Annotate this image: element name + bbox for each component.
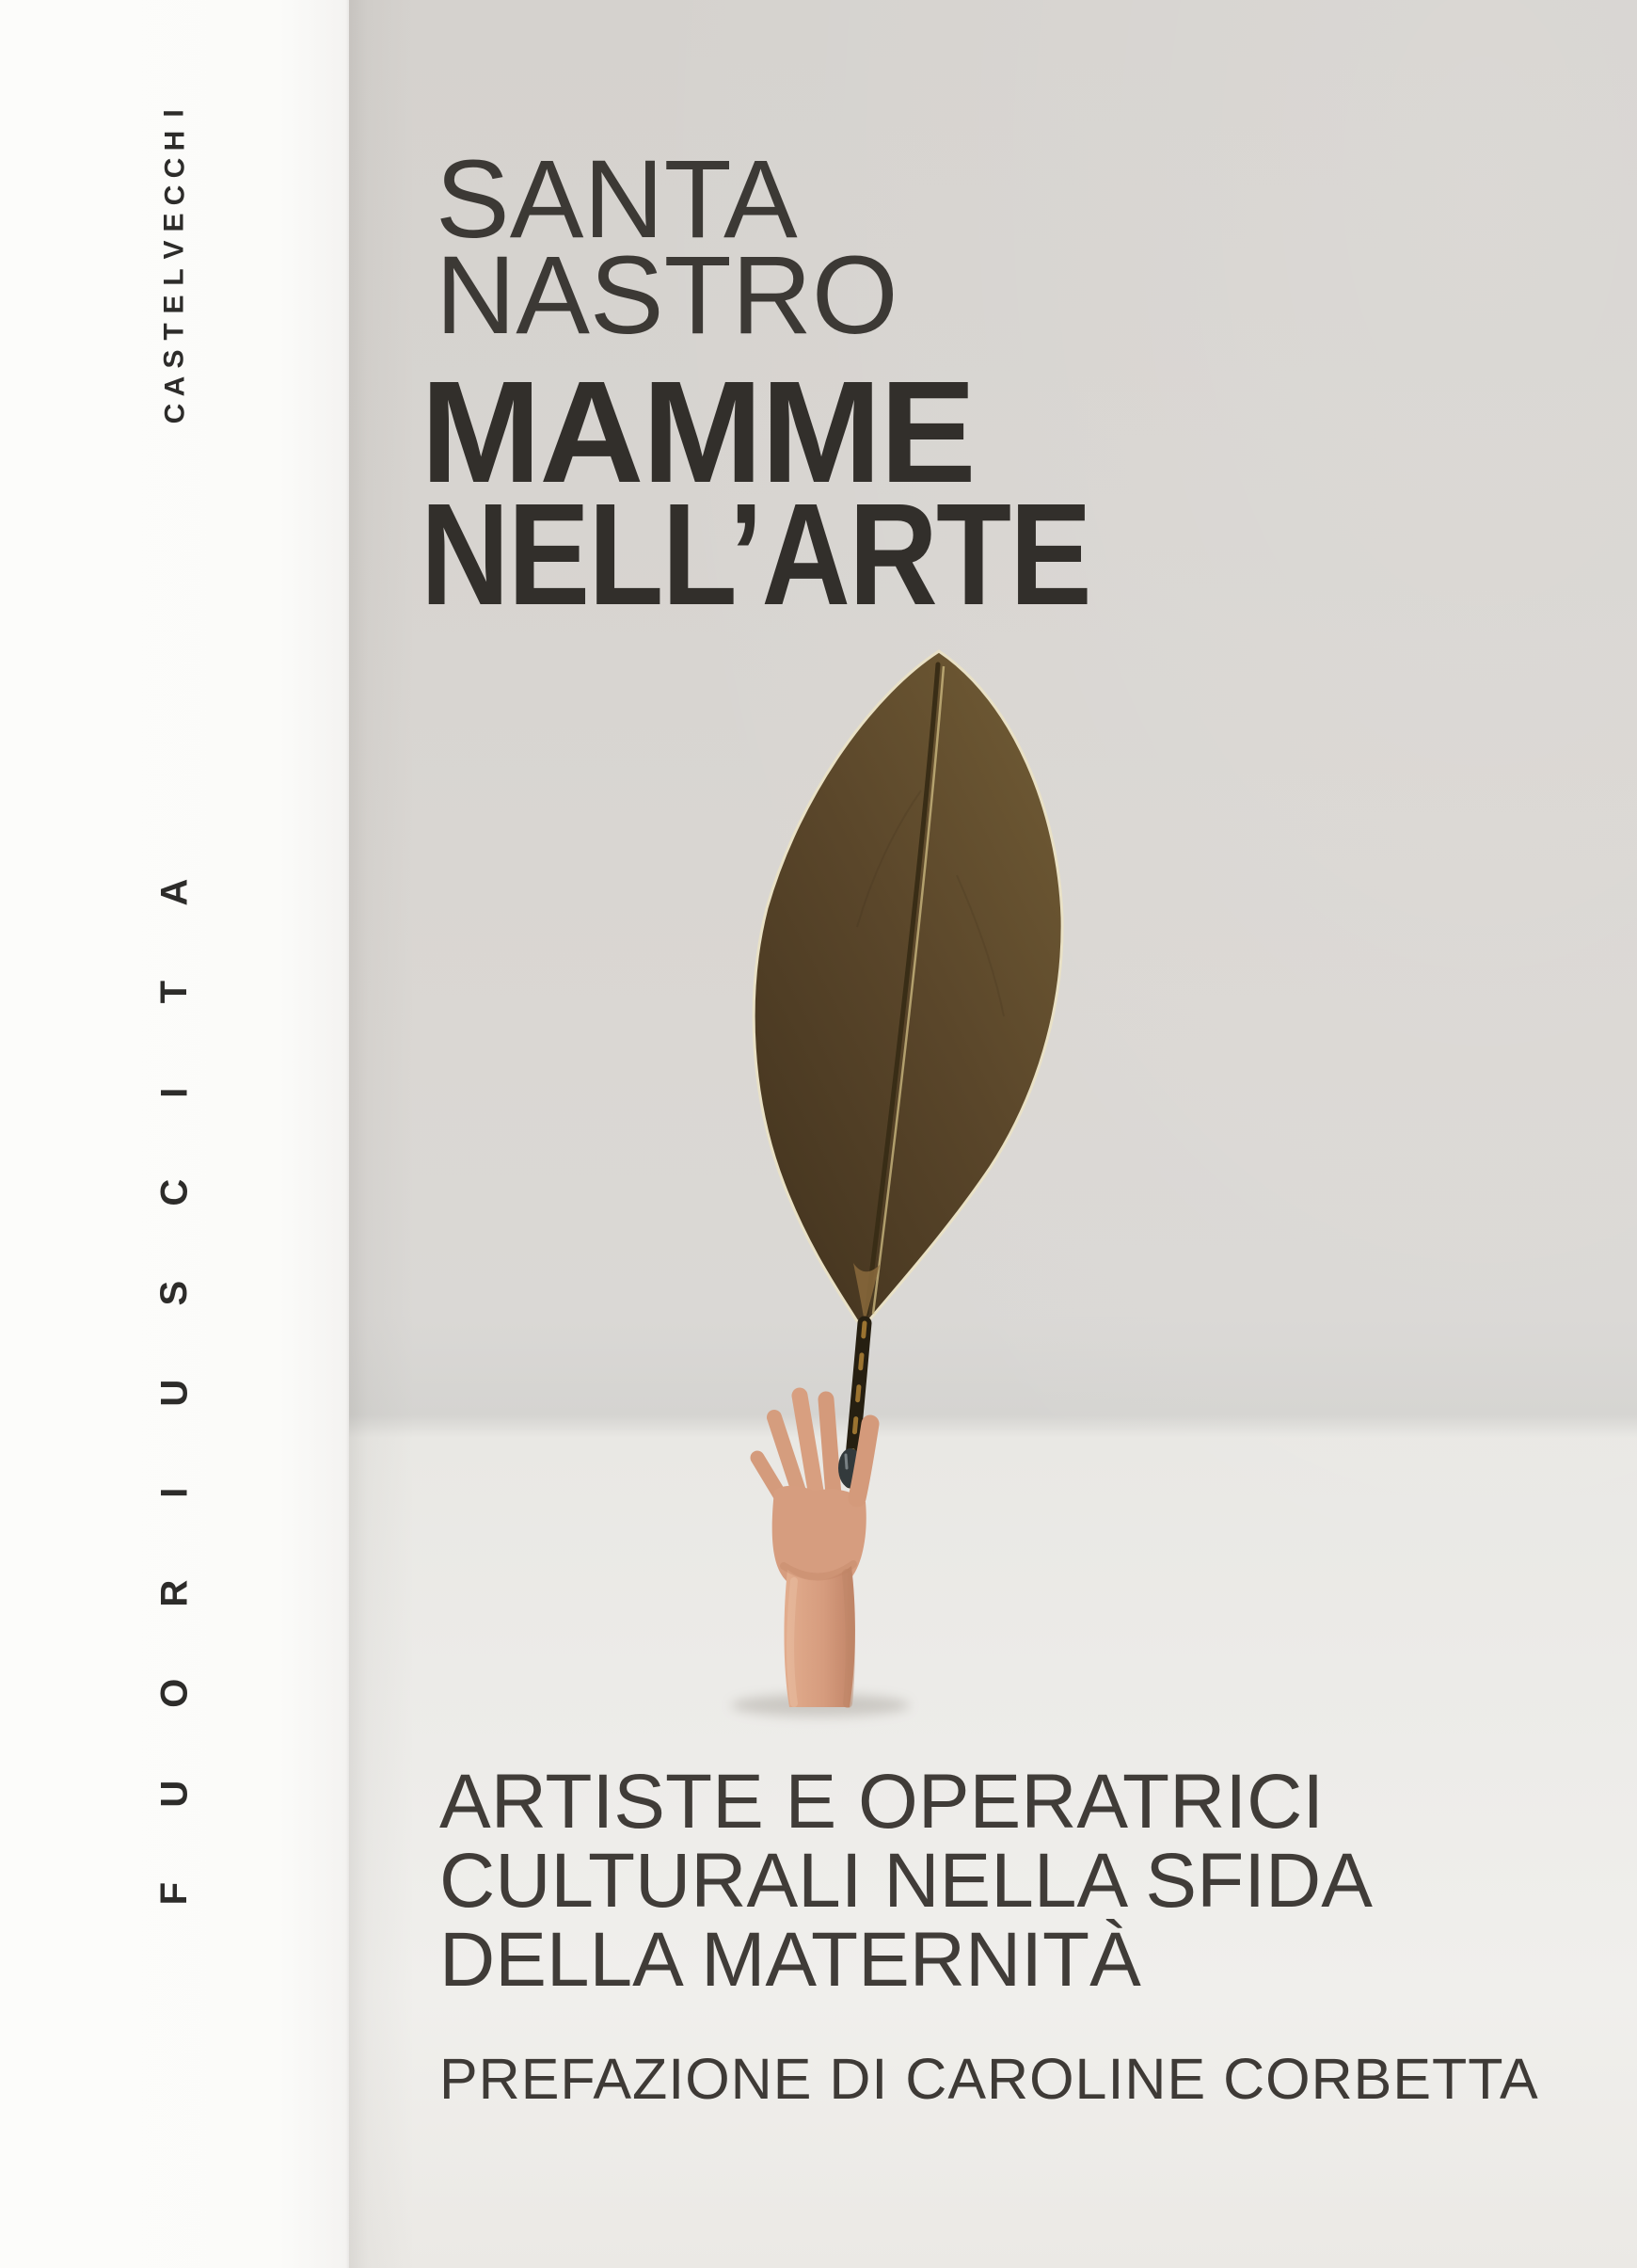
vertical-letter: V [158,240,190,260]
subtitle-line1: ARTISTE E OPERATRICI [439,1759,1325,1845]
vertical-letter: U [153,1780,196,1808]
vertical-letter: C [153,1178,196,1206]
subtitle-line2: CULTURALI NELLA SFIDA [439,1838,1373,1924]
vertical-letter: F [153,1881,196,1906]
vertical-letter: H [158,130,190,152]
vertical-letter: C [158,157,190,179]
author-line1: SANTA [436,137,798,262]
grip-glint [846,1455,847,1468]
subtitle [439,1759,1373,2003]
title-line2: NELL’ARTE [421,473,1090,635]
vertical-letter: T [153,981,196,1004]
vertical-letter: C [158,184,190,206]
vertical-letter: I [153,1087,196,1098]
preface-credit: PREFAZIONE DI CAROLINE CORBETTA [439,2047,1539,2111]
vertical-letter: S [153,1280,196,1306]
vertical-letter: T [158,323,190,341]
subtitle-line3: DELLA MATERNITÀ [439,1917,1141,2003]
vertical-letter: L [158,268,190,286]
author-name [436,137,898,358]
vertical-letter: I [158,109,190,118]
vertical-letter: R [153,1579,196,1607]
vertical-letter: O [153,1678,196,1708]
vertical-letter: I [153,1487,196,1499]
forearm-shade [847,1573,850,1703]
vertical-letter: E [158,295,190,314]
book-title [421,351,1209,635]
vertical-letter: U [153,1379,196,1407]
publisher-vertical-wordmark [0,100,349,427]
series-vertical-wordmark [0,842,349,1943]
vertical-letter: E [158,213,190,232]
forearm-highlight [790,1581,794,1703]
spine-sidebar [0,0,349,2268]
vertical-letter: A [153,878,196,906]
cover [349,0,1637,2268]
vertical-letter: S [158,349,190,369]
dried-leaf [754,651,1062,1323]
title-line1: MAMME [421,351,975,513]
leaf-stem [838,1323,870,1498]
vertical-letter: A [158,375,190,397]
vertical-letter: C [158,403,190,424]
author-line2: NASTRO [436,233,898,358]
